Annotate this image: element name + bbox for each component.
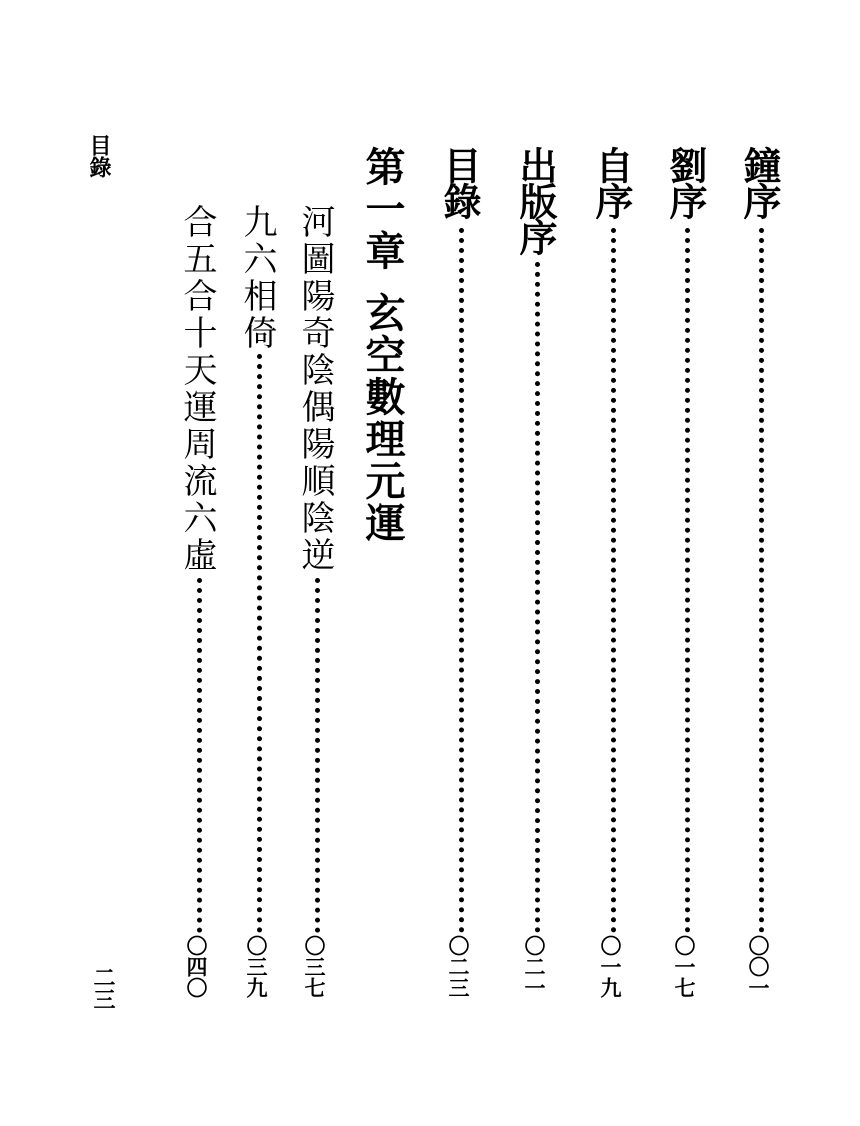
toc-section-title: 合五合十天運周流六虛 xyxy=(177,204,217,574)
toc-section-page: 〇四〇 xyxy=(184,935,209,998)
leader-dots xyxy=(257,354,262,933)
page-number: 二三 xyxy=(90,966,116,1010)
toc-section-title: 河圖陽奇陰偶陽順陰逆 xyxy=(295,204,335,574)
toc-entry-page: 〇一九 xyxy=(598,935,623,998)
leader-dots xyxy=(535,262,540,933)
toc-entry-title: 出版序 xyxy=(513,146,557,254)
running-head: 目錄 xyxy=(86,134,112,178)
leader-dots xyxy=(315,578,320,933)
toc-section-page: 〇三九 xyxy=(244,935,269,998)
leader-dots xyxy=(759,228,764,933)
toc-section-page: 〇三七 xyxy=(302,935,327,998)
toc-entry-page: 〇二三 xyxy=(446,935,471,998)
toc-entry-title: 劉序 xyxy=(663,146,707,218)
toc-entry-page: 〇一七 xyxy=(672,935,697,998)
chapter-title: 玄空數理元運 xyxy=(359,292,405,544)
toc-entry-title: 自序 xyxy=(589,146,633,218)
chapter-label: 第一章 xyxy=(359,146,405,272)
toc-entry-page: 〇〇一 xyxy=(746,935,771,998)
toc-entry-title: 鐘序 xyxy=(737,146,781,218)
leader-dots xyxy=(197,578,202,933)
leader-dots xyxy=(611,228,616,933)
toc-entry-page: 〇二一 xyxy=(522,935,547,998)
leader-dots xyxy=(459,228,464,933)
leader-dots xyxy=(685,228,690,933)
toc-section-title: 九六相倚 xyxy=(237,204,277,352)
toc-entry-title: 目錄 xyxy=(437,146,481,218)
